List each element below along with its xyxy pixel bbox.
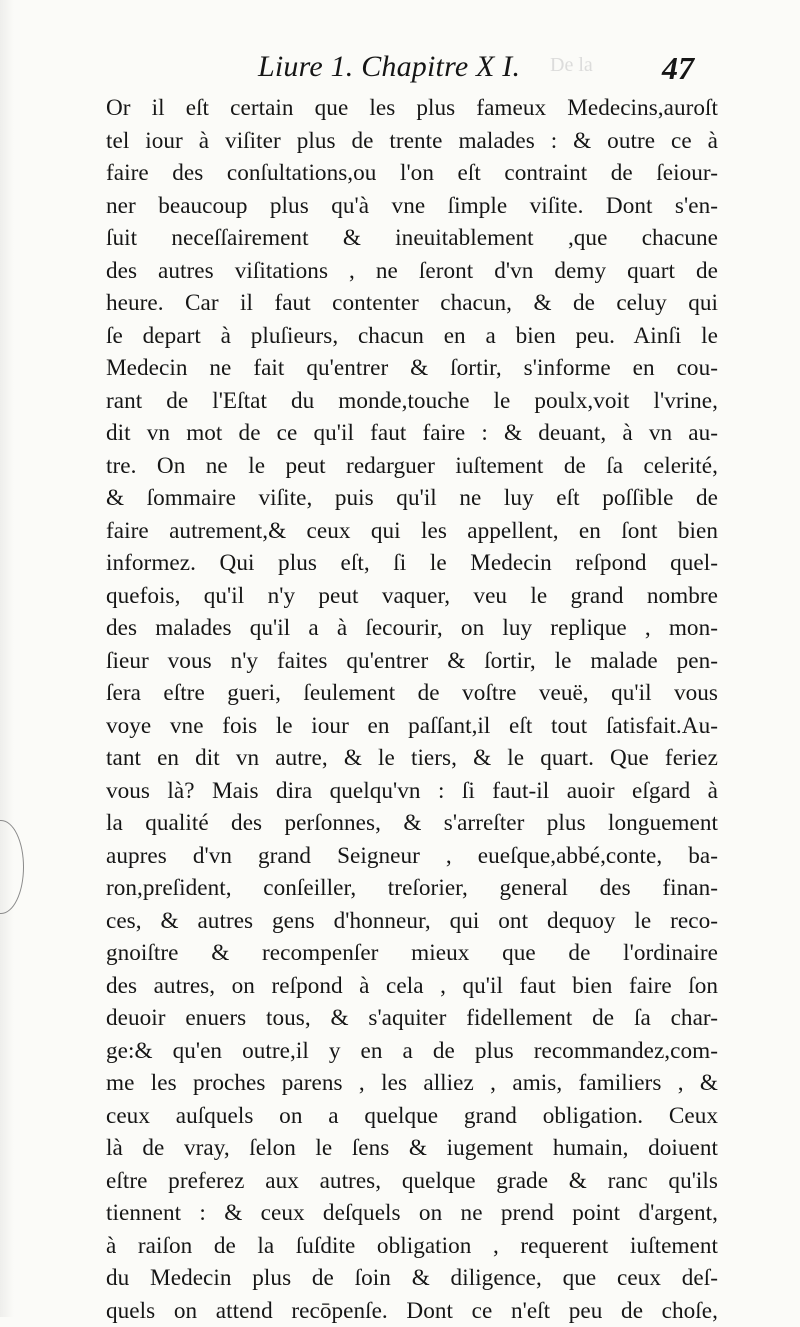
page-number: 47 [662, 50, 694, 87]
text-line: gnoiſtre & recompenſer mieux que de l'ordinaire [106, 937, 718, 970]
binding-edge [0, 820, 24, 914]
text-line: à raiſon de la ſuſdite obligation , requerent iuſtement [106, 1230, 718, 1263]
text-line: là de vray, ſelon le ſens & iugement humain, doiuent [106, 1132, 718, 1165]
bleed-through-text: De la [550, 54, 593, 77]
text-line: ces, & autres gens d'honneur, qui ont dequoy le reco- [106, 905, 718, 938]
text-line: ſe depart à pluſieurs, chacun en a bien peu. Ainſi le [106, 320, 718, 353]
text-line: tant en dit vn autre, & le tiers, & le quart. Que feriez [106, 742, 718, 775]
text-line: eſtre preferez aux autres, quelque grade & ranc qu'ils [106, 1165, 718, 1198]
text-line: voye vne fois le iour en paſſant,il eſt tout ſatisfait.Au- [106, 710, 718, 743]
text-line: dit vn mot de ce qu'il faut faire : & deuant, à vn au- [106, 417, 718, 450]
text-line: faire autrement,& ceux qui les appellent, en ſont bien [106, 515, 718, 548]
text-line: tel iour à viſiter plus de trente malades : & outre ce à [106, 125, 718, 158]
text-line: ge:& qu'en outre,il y en a de plus recommandez,com- [106, 1035, 718, 1068]
text-line: Medecin ne fait qu'entrer & ſortir, s'informe en cou- [106, 352, 718, 385]
page-header [0, 46, 800, 90]
text-line: Or il eſt certain que les plus fameux Medecins,auroſt [106, 92, 718, 125]
text-line: des autres viſitations , ne ſeront d'vn demy quart de [106, 255, 718, 288]
text-line: ner beaucoup plus qu'à vne ſimple viſite. Dont s'en- [106, 190, 718, 223]
text-line: vous là? Mais dira quelqu'vn : ſi faut-il auoir eſgard à [106, 775, 718, 808]
text-line: des autres, on reſpond à cela , qu'il faut bien faire ſon [106, 970, 718, 1003]
text-line: ceux auſquels on a quelque grand obligation. Ceux [106, 1100, 718, 1133]
text-line: tre. On ne le peut redarguer iuſtement de ſa celerité, [106, 450, 718, 483]
text-line: tiennent : & ceux deſquels on ne prend point d'argent, [106, 1197, 718, 1230]
body-text [106, 92, 718, 1327]
text-line: ſuit neceſſairement & ineuitablement ,que chacune [106, 222, 718, 255]
text-line: deuoir enuers tous, & s'aquiter fidellement de ſa char- [106, 1002, 718, 1035]
text-line: des malades qu'il a à ſecourir, on luy replique , mon- [106, 612, 718, 645]
text-line: du Medecin plus de ſoin & diligence, que ceux deſ- [106, 1262, 718, 1295]
text-line: aupres d'vn grand Seigneur , eueſque,abbé,conte, ba- [106, 840, 718, 873]
text-line: heure. Car il faut contenter chacun, & de celuy qui [106, 287, 718, 320]
text-line: rant de l'Eſtat du monde,touche le poulx,voit l'vrine, [106, 385, 718, 418]
text-line: & ſommaire viſite, puis qu'il ne luy eſt poſſible de [106, 482, 718, 515]
text-line: ſera eſtre gueri, ſeulement de voſtre veuë, qu'il vous [106, 677, 718, 710]
text-line: me les proches parens , les alliez , amis, familiers , & [106, 1067, 718, 1100]
running-head: Liure 1. Chapitre X I. [258, 50, 520, 84]
text-line: ron,preſident, conſeiller, treſorier, general des finan- [106, 872, 718, 905]
text-line: faire des conſultations,ou l'on eſt contraint de ſeiour- [106, 157, 718, 190]
text-line: quels on attend recōpenſe. Dont ce n'eſt peu de choſe, [106, 1295, 718, 1327]
text-line: ſieur vous n'y faites qu'entrer & ſortir, le malade pen- [106, 645, 718, 678]
text-line: informez. Qui plus eſt, ſi le Medecin reſpond quel- [106, 547, 718, 580]
text-line: la qualité des perſonnes, & s'arreſter plus longuement [106, 807, 718, 840]
text-line: quefois, qu'il n'y peut vaquer, veu le grand nombre [106, 580, 718, 613]
